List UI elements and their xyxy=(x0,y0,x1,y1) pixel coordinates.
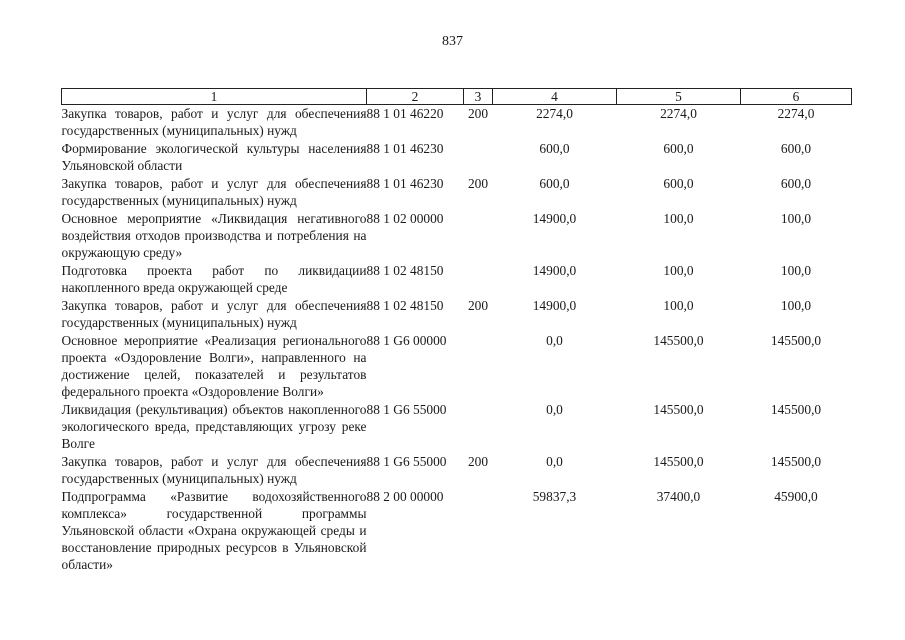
row-code: 88 1 01 46220 xyxy=(366,106,444,121)
row-value-1: 14900,0 xyxy=(532,211,577,226)
column-header: 6 xyxy=(741,89,852,105)
row-value-1: 0,0 xyxy=(546,333,563,348)
row-value-3: 100,0 xyxy=(780,263,812,278)
row-value-3: 145500,0 xyxy=(770,402,822,417)
row-value-2: 37400,0 xyxy=(656,489,701,504)
row-type: 200 xyxy=(467,454,489,469)
column-header: 5 xyxy=(617,89,741,105)
column-header: 4 xyxy=(493,89,617,105)
row-code: 88 1 01 46230 xyxy=(366,141,444,156)
row-code: 88 2 00 00000 xyxy=(366,489,444,504)
row-value-2: 600,0 xyxy=(663,141,694,156)
row-value-1: 0,0 xyxy=(546,454,563,469)
row-type xyxy=(464,210,493,262)
column-header: 2 xyxy=(367,89,464,105)
row-type: 200 xyxy=(467,106,489,121)
row-value-3: 600,0 xyxy=(780,176,812,191)
row-name: Основное мероприятие «Реализация регионального проекта «Оздоровление Волги», направленного на достижение целей, показателей и результатов федерального проекта «Оздоровление Волги» xyxy=(61,333,367,399)
row-value-3: 45900,0 xyxy=(774,489,818,504)
row-type xyxy=(464,332,493,401)
row-type xyxy=(464,401,493,453)
budget-table xyxy=(61,88,852,574)
row-name: Закупка товаров, работ и услуг для обеспечения государственных (муниципальных) нужд xyxy=(61,298,367,330)
row-value-2: 600,0 xyxy=(663,176,694,191)
table-row xyxy=(62,140,852,175)
table-row xyxy=(62,488,852,574)
table-row xyxy=(62,105,852,141)
row-value-1: 0,0 xyxy=(546,402,563,417)
row-value-2: 100,0 xyxy=(663,211,694,226)
row-type xyxy=(464,262,493,297)
table-row xyxy=(62,262,852,297)
page-number: 837 xyxy=(442,34,463,49)
row-value-3: 2274,0 xyxy=(777,106,815,121)
row-name: Ликвидация (рекультивация) объектов накопленного экологического вреда, представляющих угрозу реке Волге xyxy=(61,402,367,451)
row-value-1: 600,0 xyxy=(539,176,570,191)
row-value-2: 100,0 xyxy=(663,263,694,278)
row-value-3: 145500,0 xyxy=(770,454,822,469)
row-name: Формирование экологической культуры населения Ульяновской области xyxy=(61,141,367,173)
row-code: 88 1 02 48150 xyxy=(366,263,444,278)
column-header: 3 xyxy=(464,89,493,105)
header-row xyxy=(62,89,852,105)
row-value-2: 145500,0 xyxy=(653,402,704,417)
row-name: Основное мероприятие «Ликвидация негативного воздействия отходов производства и потребления на окружающую среду» xyxy=(61,211,367,260)
table-row xyxy=(62,453,852,488)
row-code: 88 1 G6 55000 xyxy=(366,454,447,469)
row-name: Закупка товаров, работ и услуг для обеспечения государственных (муниципальных) нужд xyxy=(61,454,367,486)
row-value-1: 600,0 xyxy=(539,141,570,156)
row-name: Подготовка проекта работ по ликвидации накопленного вреда окружающей среде xyxy=(61,263,367,295)
row-value-3: 100,0 xyxy=(780,298,812,313)
row-value-1: 14900,0 xyxy=(532,298,577,313)
row-value-1: 2274,0 xyxy=(536,106,573,121)
row-name: Подпрограмма «Развитие водохозяйственного комплекса» государственной программы Ульяновской области «Охрана окружающей среды и восстановление природных ресурсов в Ульяновской области» xyxy=(61,489,367,572)
row-value-3: 100,0 xyxy=(780,211,812,226)
row-value-2: 2274,0 xyxy=(660,106,697,121)
row-code: 88 1 02 00000 xyxy=(366,211,444,226)
row-type: 200 xyxy=(467,298,489,313)
row-value-1: 14900,0 xyxy=(532,263,577,278)
row-type: 200 xyxy=(467,176,489,191)
row-value-2: 145500,0 xyxy=(653,454,704,469)
table-row xyxy=(62,332,852,401)
table-row xyxy=(62,210,852,262)
table-row xyxy=(62,297,852,332)
table-row xyxy=(62,401,852,453)
table-row xyxy=(62,175,852,210)
row-code: 88 1 G6 55000 xyxy=(366,402,447,417)
row-code: 88 1 G6 00000 xyxy=(366,333,447,348)
row-value-2: 145500,0 xyxy=(653,333,704,348)
row-type xyxy=(464,488,493,574)
row-name: Закупка товаров, работ и услуг для обеспечения государственных (муниципальных) нужд xyxy=(61,176,367,208)
table-body xyxy=(62,105,852,575)
row-name: Закупка товаров, работ и услуг для обеспечения государственных (муниципальных) нужд xyxy=(61,106,367,138)
row-code: 88 1 01 46230 xyxy=(366,176,444,191)
row-value-1: 59837,3 xyxy=(532,489,577,504)
row-value-3: 145500,0 xyxy=(770,333,822,348)
row-value-2: 100,0 xyxy=(663,298,694,313)
row-type xyxy=(464,140,493,175)
row-value-3: 600,0 xyxy=(780,141,812,156)
row-code: 88 1 02 48150 xyxy=(366,298,444,313)
column-header: 1 xyxy=(62,89,367,105)
